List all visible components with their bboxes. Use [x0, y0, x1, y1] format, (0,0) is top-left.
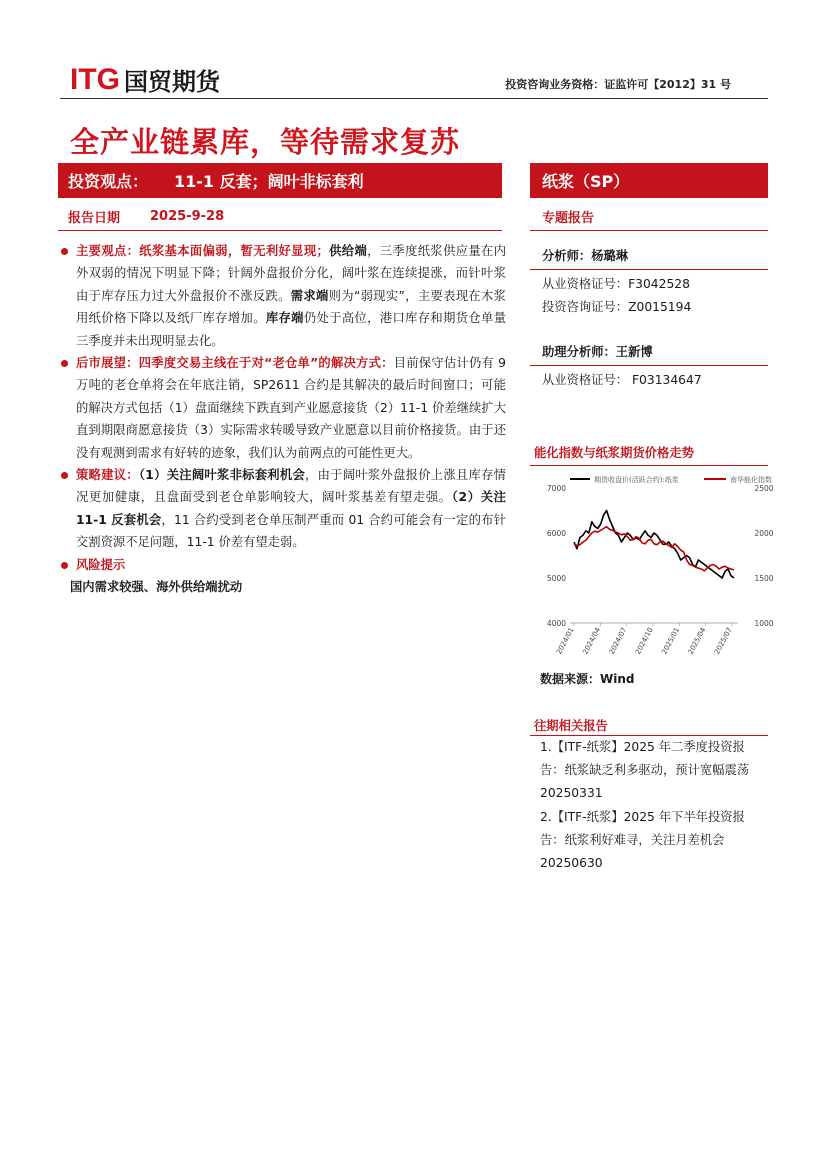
chart-section-divider [530, 465, 768, 466]
bullet-icon [61, 562, 68, 569]
product-name: 纸浆（SP） [542, 172, 630, 191]
viewpoint-banner [58, 163, 502, 198]
legend-label-pulp: 期货收盘价(活跃合约):纸浆 [594, 476, 679, 484]
point-main-view [60, 240, 506, 352]
risk-heading-row [60, 554, 506, 576]
point-text: 则为“弱现实”，主要表现在木浆用纸价格下降以及纸厂库存增加。 [76, 288, 506, 326]
assistant-name-row [542, 342, 768, 363]
assistant-cert-1: 从业资格证号： F03134647 [542, 373, 702, 387]
analyst-name-row [542, 246, 768, 267]
chart-svg [536, 470, 780, 660]
y-left-tick-label: 7000 [546, 484, 566, 493]
y-left-tick-label: 4000 [546, 619, 566, 628]
assistant-divider [530, 365, 768, 366]
report-date-bar [58, 203, 502, 231]
point-heading: 策略建议： [76, 468, 139, 483]
point-text: 目前保守估计仍有 9 万吨的老仓单将会在年底注销，SP2611 合约是其解决的最后时间窗口；可能的解决方式包括（1）盘面继续下跌直到产业愿意接货（2）11-1 价差继续扩大直到期限商愿意接货（3）实际需求转暖导致产业愿意以目前价格接货。由于还没有观测到需求有好转的迹象，我们认为前两点的可能性更大。 [76, 356, 507, 460]
y-left-tick-label: 6000 [546, 529, 566, 538]
analyst-divider [530, 269, 768, 270]
point-text: ，三季度纸浆供应量在内外双弱的情况下明显下降；针阔外盘报价分化，阔叶浆在连续提涨，而针叶浆由于库存压力过大外盘报价不涨反跌。 [76, 244, 506, 303]
report-type: 专题报告 [530, 203, 768, 231]
report-date-value: 2025-9-28 [150, 209, 225, 224]
x-tick-label: 2025/01 [660, 626, 682, 656]
viewpoint-label: 投资观点： [68, 172, 149, 191]
x-tick-label: 2025/04 [686, 626, 708, 656]
assistant-certs [542, 369, 768, 392]
price-chart [536, 470, 780, 660]
analyst-name: 杨璐琳 [591, 249, 629, 263]
point-text-bold: 供给端 [328, 244, 368, 258]
assistant-name: 王新博 [615, 345, 653, 359]
y-right-tick-label: 1500 [754, 574, 774, 583]
y-right-tick-label: 2000 [754, 529, 774, 538]
point-text: 仍处于高位，港口库存和期货仓单量三季度并未出现明显去化。 [76, 311, 506, 348]
analyst-certs [542, 273, 768, 319]
assistant-block [542, 342, 768, 363]
y-right-tick-label: 2500 [754, 484, 774, 493]
y-left-tick-label: 5000 [546, 574, 566, 583]
bullet-icon [61, 248, 68, 255]
x-tick-label: 2024/10 [634, 626, 655, 656]
analyst-cert-1: 从业资格证号：F3042528 [542, 277, 690, 291]
bullet-icon [61, 360, 68, 367]
point-text-bold: 库存端 [265, 311, 304, 326]
bullet-icon [61, 472, 68, 479]
point-text-bold: （1）关注阔叶浆非标套利机会 [138, 468, 306, 483]
x-tick-label: 2025/07 [713, 626, 734, 656]
related-report-item[interactable]: 1.【ITF-纸浆】2025 年二季度投资报告：纸浆缺乏利多驱动，预计宽幅震荡 20250331 [540, 740, 750, 800]
related-report-item[interactable]: 2.【ITF-纸浆】2025 年下半年投资报告：纸浆利好难寻，关注月差机会 20250630 [540, 810, 745, 870]
chart-section-title: 能化指数与纸浆期货价格走势 [534, 446, 694, 460]
chart-plot-area [547, 484, 774, 656]
viewpoint-subtitle: 11-1 反套；阔叶非标套利 [174, 172, 364, 191]
assistant-label: 助理分析师： [542, 345, 616, 359]
risk-heading: 风险提示 [76, 557, 126, 572]
point-strategy [60, 464, 506, 554]
point-text: ，由于阔叶浆外盘报价上涨且库存情况更加健康，且盘面受到老仓单影响较大，阔叶浆基差有望走强。 [76, 468, 506, 505]
related-section-title: 往期相关报告 [534, 719, 608, 733]
point-text-bold: （2）关注 11-1 反套机会 [76, 490, 506, 527]
point-outlook [60, 352, 506, 464]
point-heading: 主要观点：纸浆基本面偏弱，暂无利好显现； [76, 244, 329, 258]
license-info: 投资咨询业务资格：证监许可【2012】31 号 [505, 78, 731, 91]
company-logo [70, 62, 220, 97]
point-heading: 后市展望：四季度交易主线在于对“老仓单”的解决方式： [76, 356, 394, 371]
x-tick-label: 2024/04 [581, 626, 603, 656]
report-title: 全产业链累库，等待需求复苏 [70, 125, 461, 159]
related-reports-list [540, 736, 766, 876]
point-text: ，11 合约受到老仓单压制严重而 01 合约可能会有一定的布针交割资源不足问题，11-1 价差有望走弱。 [76, 512, 506, 550]
analyst-block [542, 246, 768, 267]
main-content [60, 240, 506, 599]
report-date-label: 报告日期 [68, 211, 121, 226]
logo-itg-text: ITG [70, 62, 120, 96]
analyst-label: 分析师： [542, 249, 592, 263]
logo-company-name: 国贸期货 [124, 68, 220, 96]
x-tick-label: 2024/07 [607, 626, 629, 656]
risk-text: 国内需求较强、海外供给端扰动 [70, 580, 243, 595]
y-right-tick-label: 1000 [754, 619, 774, 628]
data-source: 数据来源：Wind [540, 672, 635, 686]
header-divider [60, 98, 768, 99]
analyst-cert-2: 投资咨询证号：Z0015194 [542, 300, 692, 314]
product-banner [530, 163, 768, 198]
x-tick-label: 2024/01 [555, 626, 576, 656]
chart-legend [570, 475, 772, 484]
point-text-bold: 需求端 [290, 288, 329, 303]
legend-label-index: 南华能化指数 [730, 476, 772, 484]
